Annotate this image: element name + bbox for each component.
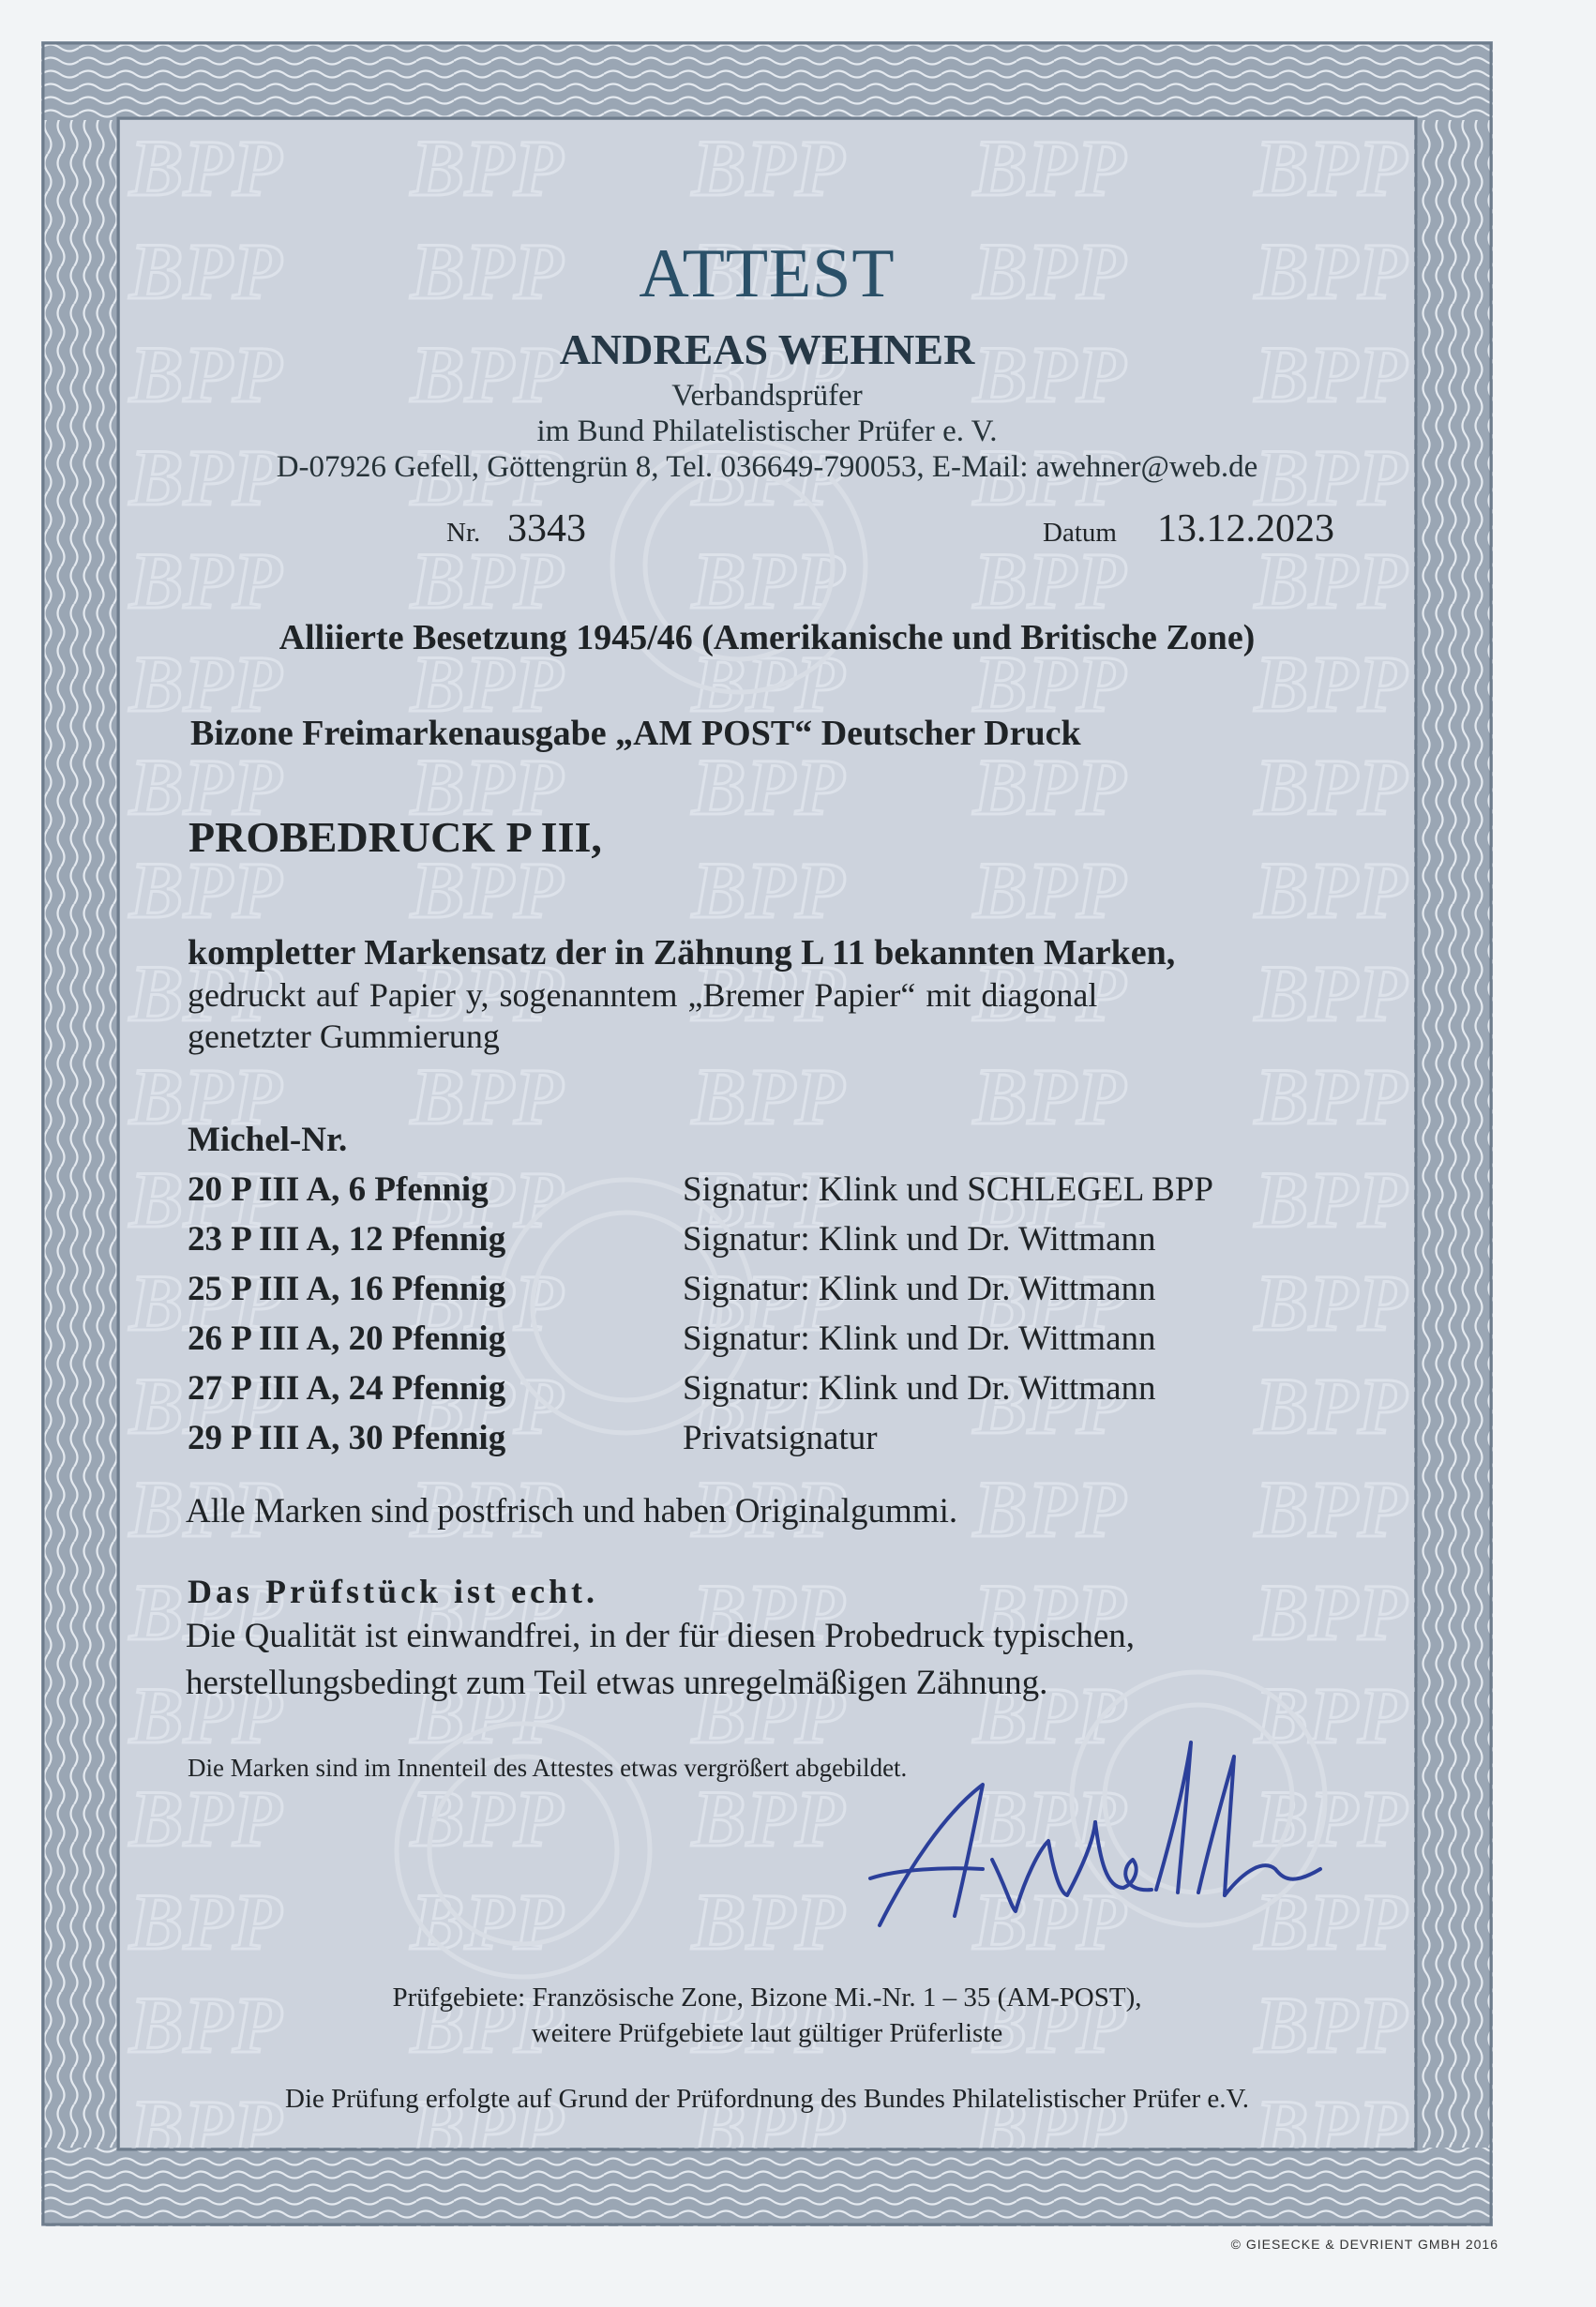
examiner-role: Verbandsprüfer — [671, 379, 863, 413]
subject-area: Alliierte Besetzung 1945/46 (Amerikanische und Britische Zone) — [279, 618, 1256, 657]
genuine-statement: Das Prüfstück ist echt. — [188, 1573, 598, 1610]
certificate-title: ATTEST — [639, 235, 896, 312]
stamp-signature: Signatur: Klink und Dr. Wittmann — [683, 1220, 1156, 1259]
stamps-header: Michel-Nr. — [188, 1121, 348, 1159]
certificate-date: 13.12.2023 — [1157, 507, 1334, 550]
stamp-number: 26 P III A, 20 Pfennig — [188, 1319, 506, 1358]
subject-issue: Bizone Freimarkenausgabe „AM POST“ Deutscher Druck — [190, 714, 1081, 753]
date-label: Datum — [1043, 518, 1117, 548]
stamp-signature: Signatur: Klink und SCHLEGEL BPP — [683, 1170, 1214, 1209]
stamp-signature: Signatur: Klink und Dr. Wittmann — [683, 1369, 1156, 1408]
stamp-signature: Privatsignatur — [683, 1419, 878, 1457]
certificate-body — [120, 120, 1414, 2148]
description-line-3: genetzter Gummierung — [188, 1018, 500, 1055]
printer-copyright: © GIESECKE & DEVRIENT GMBH 2016 — [1230, 2237, 1498, 2252]
exam-areas-line-2: weitere Prüfgebiete laut gültiger Prüferliste — [531, 2018, 1003, 2048]
enlargement-note: Die Marken sind im Innenteil des Attestes etwas vergrößert abgebildet. — [188, 1754, 908, 1782]
stamp-number: 23 P III A, 12 Pfennig — [188, 1220, 506, 1259]
stamp-number: 20 P III A, 6 Pfennig — [188, 1170, 489, 1209]
examiner-address: D-07926 Gefell, Göttengrün 8, Tel. 036649-790053, E-Mail: awehner@web.de — [276, 450, 1258, 484]
quality-line-1: Die Qualität ist einwandfrei, in der für diesen Probedruck typischen, — [186, 1617, 1136, 1655]
certificate-number: 3343 — [507, 507, 586, 550]
examiner-association: im Bund Philatelistischer Prüfer e. V. — [536, 415, 998, 448]
description-line-2: gedruckt auf Papier y, sogenanntem „Bremer Papier“ mit diagonal — [188, 976, 1098, 1014]
description-bold: kompletter Markensatz der in Zähnung L 11 bekannten Marken, — [188, 933, 1176, 973]
stamp-number: 27 P III A, 24 Pfennig — [188, 1369, 506, 1408]
stamp-signature: Signatur: Klink und Dr. Wittmann — [683, 1270, 1156, 1308]
quality-line-2: herstellungsbedingt zum Teil etwas unregelmäßigen Zähnung. — [186, 1664, 1048, 1702]
stamp-signature: Signatur: Klink und Dr. Wittmann — [683, 1319, 1156, 1358]
stamp-number: 29 P III A, 30 Pfennig — [188, 1419, 506, 1457]
handwritten-signature — [842, 1728, 1330, 1944]
exam-areas-line-1: Prüfgebiete: Französische Zone, Bizone Mi.-Nr. 1 – 35 (AM-POST), — [392, 1983, 1142, 2013]
certificate-number-label: Nr. — [446, 518, 481, 548]
condition-statement: Alle Marken sind postfrisch und haben Originalgummi. — [186, 1492, 958, 1530]
subject-heading: PROBEDRUCK P III, — [188, 813, 602, 861]
stamp-number: 25 P III A, 16 Pfennig — [188, 1270, 506, 1308]
examiner-name: ANDREAS WEHNER — [559, 325, 975, 373]
examination-basis: Die Prüfung erfolgte auf Grund der Prüfordnung des Bundes Philatelistischer Prüfer e.V. — [285, 2084, 1249, 2114]
